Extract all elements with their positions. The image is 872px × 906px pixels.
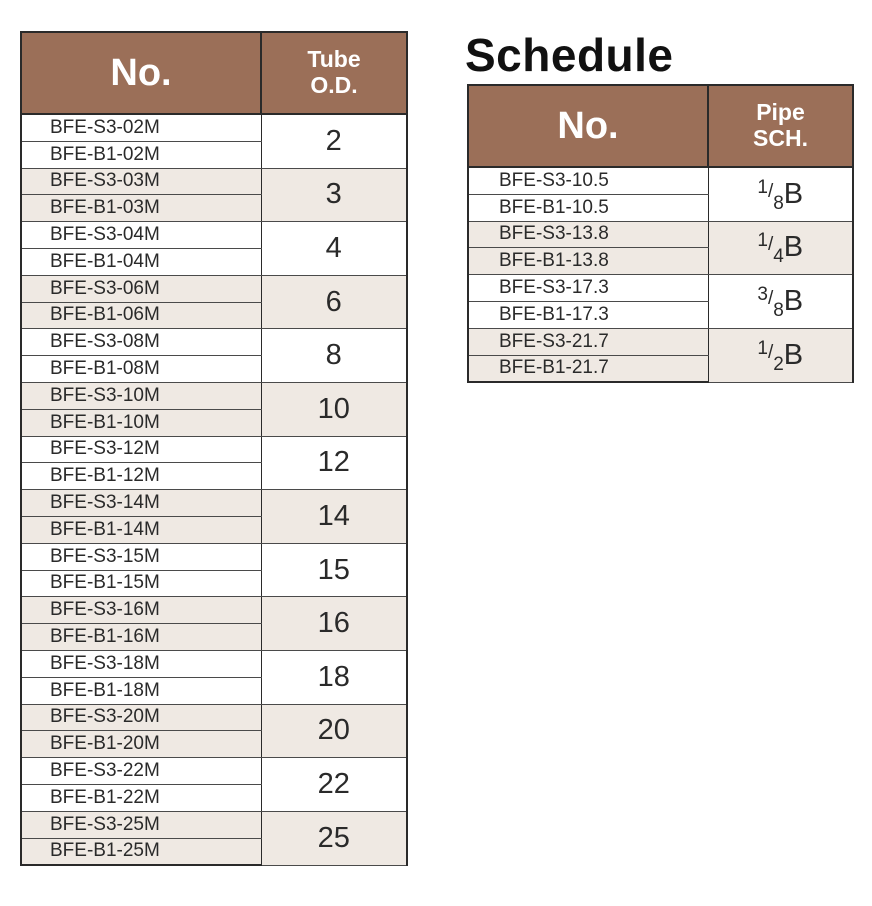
tube-row	[21, 650, 407, 677]
tube-model-number: BFE-B1-02M	[21, 141, 261, 168]
pipe-size-fraction	[757, 337, 804, 375]
tube-model-number: BFE-S3-22M	[21, 758, 261, 785]
tube-model-number: BFE-B1-10M	[21, 409, 261, 436]
pipe-size-unit: B	[783, 177, 804, 210]
fraction-denominator: 4	[773, 246, 784, 268]
pipe-size-unit: B	[783, 338, 804, 371]
schedule-table-body	[468, 167, 853, 382]
tube-model-number: BFE-B1-03M	[21, 195, 261, 222]
schedule-table	[467, 84, 854, 383]
tube-model-number: BFE-B1-18M	[21, 677, 261, 704]
tube-model-number: BFE-S3-06M	[21, 275, 261, 302]
tube-model-number: BFE-S3-04M	[21, 222, 261, 249]
tube-model-number: BFE-S3-25M	[21, 811, 261, 838]
fraction-denominator: 8	[773, 192, 784, 214]
tube-table-body	[21, 114, 407, 865]
schedule-model-number: BFE-S3-13.8	[468, 221, 708, 248]
tube-od-value: 20	[261, 704, 407, 758]
pipe-sch-value	[708, 167, 853, 221]
fraction-slash: /	[767, 180, 774, 202]
tube-od-value: 25	[261, 811, 407, 865]
tube-od-value: 8	[261, 329, 407, 383]
fraction-slash: /	[767, 234, 774, 256]
fraction-numerator: 1	[757, 337, 768, 359]
tube-header-od-line2: O.D.	[310, 72, 358, 98]
pipe-size-fraction	[757, 176, 804, 214]
tube-model-number: BFE-S3-14M	[21, 490, 261, 517]
tube-od-value: 10	[261, 382, 407, 436]
schedule-header-sch-line1: Pipe	[756, 99, 805, 126]
tube-model-number: BFE-B1-25M	[21, 838, 261, 865]
tube-od-table	[20, 31, 408, 866]
tube-od-value: 22	[261, 758, 407, 812]
tube-model-number: BFE-B1-12M	[21, 463, 261, 490]
tube-row	[21, 382, 407, 409]
schedule-row	[468, 221, 853, 248]
tube-row	[21, 758, 407, 785]
tube-model-number: BFE-B1-16M	[21, 624, 261, 651]
tube-model-number: BFE-S3-12M	[21, 436, 261, 463]
pipe-sch-value	[708, 275, 853, 329]
tube-model-number: BFE-S3-02M	[21, 114, 261, 141]
tube-od-value: 18	[261, 650, 407, 704]
tube-row	[21, 597, 407, 624]
schedule-row	[468, 328, 853, 355]
pipe-sch-value	[708, 328, 853, 382]
schedule-row	[468, 275, 853, 302]
schedule-model-number: BFE-S3-21.7	[468, 328, 708, 355]
tube-row	[21, 168, 407, 195]
fraction-numerator: 3	[757, 283, 768, 305]
schedule-model-number: BFE-B1-13.8	[468, 248, 708, 275]
tube-model-number: BFE-S3-08M	[21, 329, 261, 356]
tube-row	[21, 114, 407, 141]
tube-model-number: BFE-S3-18M	[21, 650, 261, 677]
fraction-slash: /	[767, 287, 774, 309]
schedule-title: Schedule	[465, 29, 674, 81]
tube-row	[21, 811, 407, 838]
tube-od-value: 6	[261, 275, 407, 329]
tube-model-number: BFE-B1-04M	[21, 248, 261, 275]
tube-header-no: No.	[21, 32, 261, 114]
fraction-denominator: 8	[773, 299, 784, 321]
tube-row	[21, 222, 407, 249]
tube-model-number: BFE-B1-22M	[21, 784, 261, 811]
fraction-numerator: 1	[757, 176, 768, 198]
schedule-header-no: No.	[468, 85, 708, 167]
pipe-sch-value	[708, 221, 853, 275]
schedule-model-number: BFE-B1-21.7	[468, 355, 708, 382]
tube-row	[21, 704, 407, 731]
pipe-size-unit: B	[783, 284, 804, 317]
tube-header-od-line1: Tube	[307, 46, 361, 73]
tube-row	[21, 490, 407, 517]
schedule-model-number: BFE-B1-17.3	[468, 301, 708, 328]
schedule-model-number: BFE-S3-10.5	[468, 167, 708, 194]
pipe-size-unit: B	[783, 231, 804, 264]
tube-model-number: BFE-B1-15M	[21, 570, 261, 597]
tube-model-number: BFE-B1-14M	[21, 516, 261, 543]
tube-od-value: 4	[261, 222, 407, 276]
tube-od-value: 16	[261, 597, 407, 651]
tube-model-number: BFE-B1-20M	[21, 731, 261, 758]
tube-od-value: 14	[261, 490, 407, 544]
tube-model-number: BFE-S3-10M	[21, 382, 261, 409]
tube-model-number: BFE-S3-16M	[21, 597, 261, 624]
pipe-size-fraction	[757, 283, 804, 321]
tube-od-value: 15	[261, 543, 407, 597]
schedule-header-sch-line2: SCH.	[753, 125, 808, 151]
pipe-size-fraction	[757, 230, 804, 268]
tube-model-number: BFE-B1-08M	[21, 356, 261, 383]
tube-od-value: 3	[261, 168, 407, 222]
tube-row	[21, 275, 407, 302]
tube-row	[21, 543, 407, 570]
fraction-slash: /	[767, 341, 774, 363]
fraction-numerator: 1	[757, 230, 768, 252]
schedule-header-sch	[708, 85, 853, 167]
tube-od-value: 12	[261, 436, 407, 490]
schedule-model-number: BFE-S3-17.3	[468, 275, 708, 302]
fraction-denominator: 2	[773, 353, 784, 375]
tube-model-number: BFE-S3-15M	[21, 543, 261, 570]
tube-row	[21, 436, 407, 463]
tube-header-od	[261, 32, 407, 114]
tube-model-number: BFE-B1-06M	[21, 302, 261, 329]
schedule-model-number: BFE-B1-10.5	[468, 194, 708, 221]
tube-row	[21, 329, 407, 356]
tube-model-number: BFE-S3-03M	[21, 168, 261, 195]
tube-od-value: 2	[261, 114, 407, 168]
schedule-row	[468, 167, 853, 194]
tube-model-number: BFE-S3-20M	[21, 704, 261, 731]
